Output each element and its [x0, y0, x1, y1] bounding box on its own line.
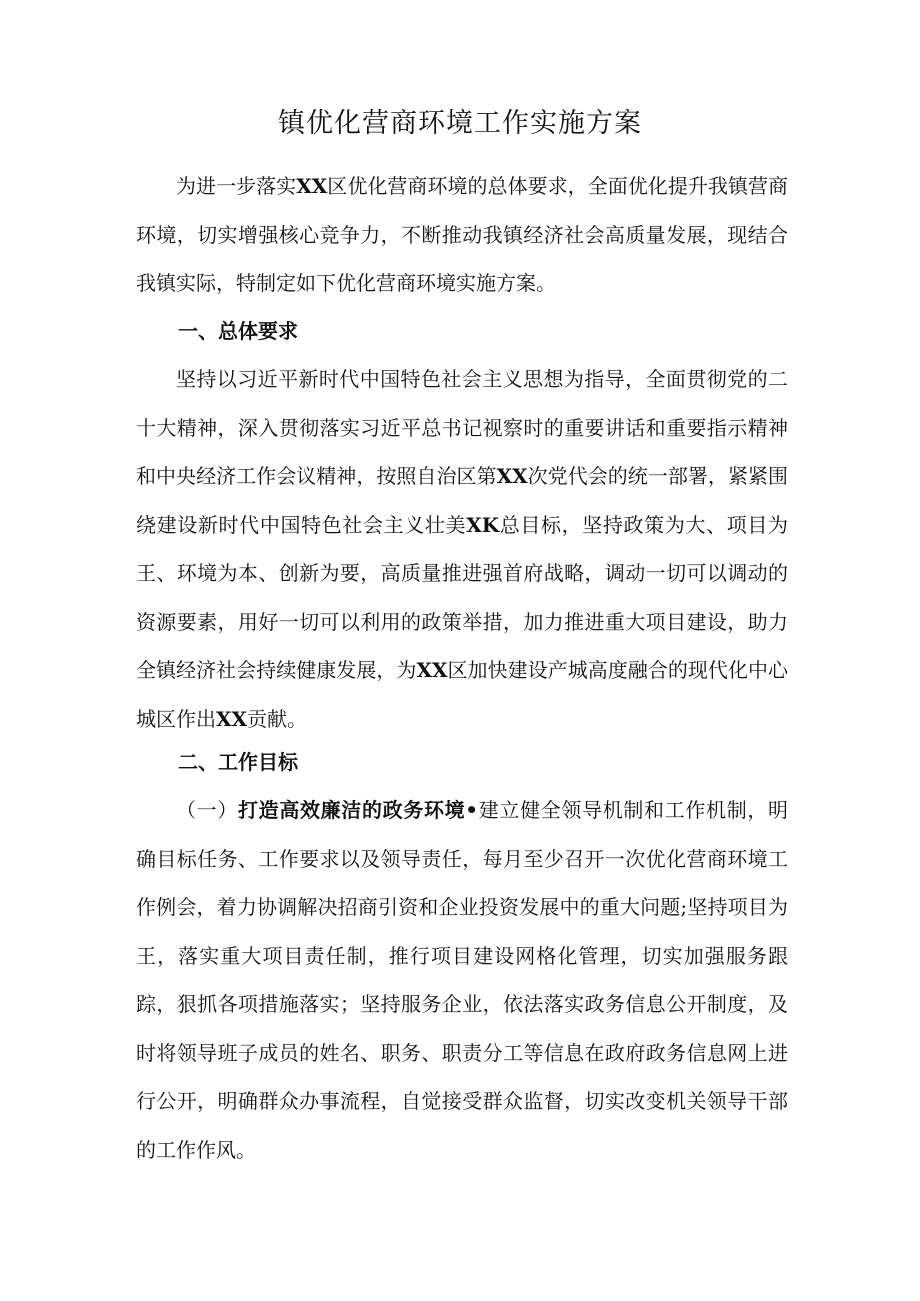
item1-number: （一） — [176, 798, 238, 822]
section1-paragraph — [136, 355, 788, 743]
section1-text-3: 次党代会的统一部署，紧紧围绕建设新时代中国特色社会主义壮美 — [136, 464, 789, 537]
section1-text-9: 贡献。 — [247, 706, 308, 731]
section1-text-2: XX — [496, 464, 528, 488]
section2-item1-paragraph — [136, 786, 788, 1174]
section-heading-work-goals: 二、工作目标 — [178, 750, 298, 774]
intro-paragraph — [136, 162, 788, 308]
section1-text-6: XX — [416, 658, 448, 682]
section1-text-4: XK — [466, 512, 500, 537]
item1-body: 建立健全领导机制和工作机制，明确目标任务、工作要求以及领导责任，每月至少召开一次优化营商环境工作例会，着力协调解决招商引资和企业投资发展中的重大问题;坚持项目为王，落实重大项目责任制，推行项目建设网格化管理，切实加强服务跟踪，狠抓各项措施落实；坚持服务企业，依法落实政务信息公开制度，及时将领导班子成员的姓名、职务、职责分工等信息在政府政务信息网上进行公开，明确群众办事流程，自觉接受群众监督，切实改变机关领导干部的工作作风。 — [136, 798, 789, 1162]
document-title: 镇优化营商环境工作实施方案 — [278, 108, 642, 139]
section1-text-5: 总目标，坚持政策为大、项目为王、环境为本、创新为要，高质量推进强首府战略，调动一切可以调动的资源要素，用好一切可以利用的政策举措，加力推进重大项目建设，助力全镇经济社会持续健康发展，为 — [136, 512, 789, 682]
section1-text-8: XX — [216, 706, 248, 731]
section1-text-7: 区加快建设产城高度融合的现代化中心城区作出 — [136, 658, 789, 731]
section-heading-overall-requirements: 一、总体要求 — [178, 319, 298, 343]
intro-text-1: 为进一步落实 — [176, 174, 297, 198]
item1-separator: • — [465, 798, 479, 822]
item1-lead: 打造高效廉洁的政务环境 — [238, 798, 466, 822]
section1-text-1: 坚持以习近平新时代中国特色社会主义思想为指导，全面贯彻党的二十大精神，深入贯彻落实习近平总书记视察时的重要讲话和重要指示精神和中央经济工作会议精神，按照自治区第 — [136, 367, 788, 488]
intro-text-3: 区优化营商环境的总体要求，全面优化提升我镇营商环境，切实增强核心竞争力，不断推动我镇经济社会高质量发展，现结合我镇实际，特制定如下优化营商环境实施方案。 — [136, 174, 789, 295]
intro-text-2: XX — [296, 174, 328, 198]
